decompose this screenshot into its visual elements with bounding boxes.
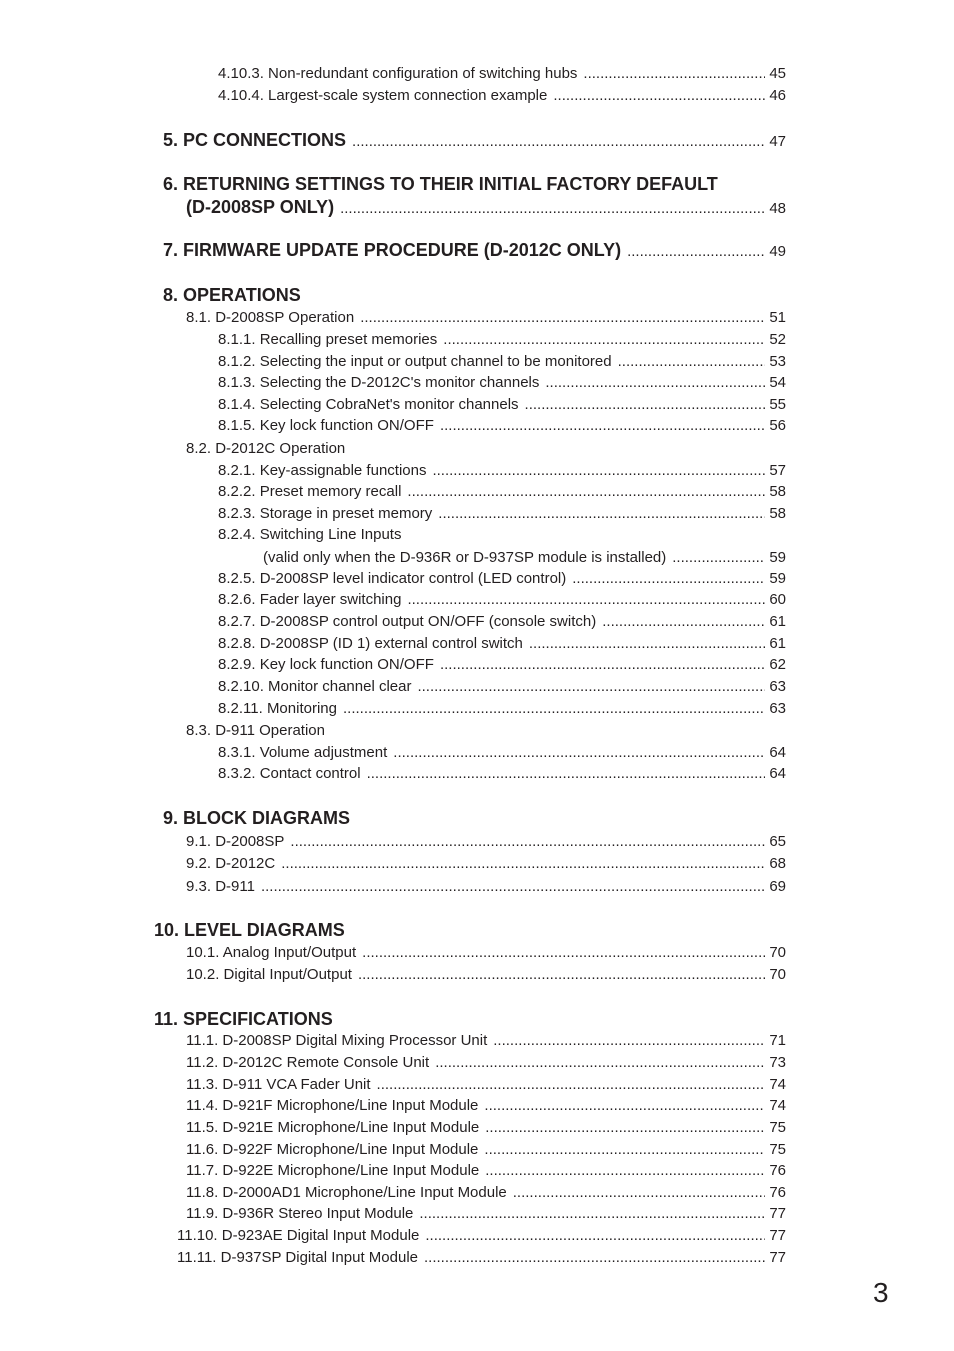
entry-title: D-2008SP — [215, 833, 285, 850]
leader-dots — [340, 198, 765, 220]
toc-entry-continued[interactable] — [263, 549, 786, 567]
entry-page: 65 — [769, 833, 786, 850]
toc-entry[interactable] — [186, 1032, 786, 1050]
entry-number: 8.1.2. — [218, 353, 256, 370]
toc-entry[interactable] — [218, 505, 786, 523]
entry-number: 8. — [163, 285, 179, 305]
toc-entry[interactable] — [218, 656, 786, 674]
entry-title: RETURNING SETTINGS TO THEIR INITIAL FACTORY DEFAULT — [183, 174, 718, 194]
entry-number: 8.1.4. — [218, 396, 256, 413]
toc-entry[interactable] — [186, 944, 786, 962]
leader-dots — [358, 966, 765, 984]
toc-entry[interactable] — [218, 331, 786, 349]
entry-number: 8.2.11. — [218, 700, 263, 717]
entry-title: Preset memory recall — [259, 483, 402, 500]
entry-number: 8.2.5. — [218, 570, 256, 587]
entry-page: 62 — [769, 656, 786, 673]
entry-page: 77 — [769, 1205, 786, 1222]
entry-title: D-936R Stereo Input Module — [222, 1205, 414, 1222]
entry-page: 57 — [769, 462, 786, 479]
entry-page: 49 — [769, 243, 786, 260]
entry-number: 4.10.4. — [218, 87, 264, 104]
leader-dots — [435, 1054, 765, 1072]
toc-entry[interactable] — [218, 483, 786, 501]
toc-entry[interactable] — [218, 374, 786, 392]
toc-entry[interactable] — [186, 833, 786, 851]
entry-title: D-922E Microphone/Line Input Module — [222, 1162, 480, 1179]
entry-number: 10.2. — [186, 966, 220, 983]
entry-title: Monitoring — [266, 700, 337, 717]
leader-dots — [432, 462, 765, 480]
entry-page: 69 — [769, 878, 786, 895]
entry-title: D-911 VCA Fader Unit — [222, 1076, 371, 1093]
entry-title: FIRMWARE UPDATE PROCEDURE (D-2012C ONLY) — [183, 240, 622, 260]
entry-number: 8.2.10. — [218, 678, 264, 695]
entry-number: 9. — [163, 808, 179, 828]
entry-title: Contact control — [259, 765, 361, 782]
toc-entry[interactable] — [218, 353, 786, 371]
entry-number: 6. — [163, 174, 179, 194]
toc-entry[interactable] — [186, 1119, 786, 1137]
entry-page: 53 — [769, 353, 786, 370]
toc-entry[interactable] — [186, 1205, 786, 1223]
entry-number: 8.2.6. — [218, 591, 256, 608]
leader-dots — [362, 944, 765, 962]
entry-number: 9.1. — [186, 833, 212, 850]
entry-number: 11. — [154, 1009, 179, 1029]
leader-dots — [618, 353, 766, 371]
toc-entry[interactable] — [218, 635, 786, 653]
leader-dots — [424, 1249, 765, 1267]
leader-dots — [485, 1162, 765, 1180]
entry-page: 45 — [769, 65, 786, 82]
entry-number: 8.1.3. — [218, 374, 256, 391]
entry-page: 70 — [769, 944, 786, 961]
entry-number: 11.3. — [186, 1076, 219, 1093]
leader-dots — [393, 744, 765, 762]
entry-page: 58 — [769, 505, 786, 522]
leader-dots — [419, 1205, 765, 1223]
toc-entry[interactable] — [186, 309, 786, 327]
entry-title: D-2000AD1 Microphone/Line Input Module — [222, 1184, 507, 1201]
entry-page: 47 — [769, 133, 786, 150]
entry-title: PC CONNECTIONS — [183, 130, 347, 150]
entry-number: 11.4. — [186, 1097, 219, 1114]
toc-chapter[interactable] — [163, 129, 786, 153]
entry-number: 8.1.1. — [218, 331, 256, 348]
entry-page: 52 — [769, 331, 786, 348]
toc-entry[interactable] — [218, 65, 786, 83]
leader-dots — [493, 1032, 765, 1050]
leader-dots — [485, 1119, 765, 1137]
toc-entry[interactable] — [186, 1097, 786, 1115]
toc-chapter[interactable] — [154, 919, 786, 941]
entry-number: 8.2.3. — [218, 505, 256, 522]
toc-entry[interactable] — [218, 570, 786, 588]
entry-number: 11.6. — [186, 1141, 219, 1158]
leader-dots — [583, 65, 765, 83]
leader-dots — [343, 700, 765, 718]
leader-dots — [440, 417, 765, 435]
entry-title: (D-2008SP ONLY) — [186, 197, 335, 217]
leader-dots — [602, 613, 765, 631]
entry-number: 8.2.9. — [218, 656, 256, 673]
entry-title: LEVEL DIAGRAMS — [184, 920, 345, 940]
toc-entry[interactable] — [186, 1162, 786, 1180]
entry-title: D-2008SP control output ON/OFF (console switch) — [259, 613, 597, 630]
entry-title: D-2008SP Operation — [215, 309, 355, 326]
entry-number: 11.7. — [186, 1162, 219, 1179]
entry-number: 9.3. — [186, 878, 212, 895]
entry-title: D-923AE Digital Input Module — [221, 1227, 420, 1244]
toc-entry[interactable] — [177, 1227, 786, 1245]
entry-title: BLOCK DIAGRAMS — [183, 808, 351, 828]
entry-title: Selecting the D-2012C's monitor channels — [259, 374, 540, 391]
entry-title: Selecting the input or output channel to be monitored — [259, 353, 612, 370]
entry-title: (valid only when the D-936R or D-937SP module is installed) — [263, 549, 667, 566]
entry-title: D-2008SP Digital Mixing Processor Unit — [222, 1032, 488, 1049]
leader-dots — [425, 1227, 765, 1245]
toc-entry[interactable] — [218, 526, 786, 544]
entry-title: D-2008SP (ID 1) external control switch — [259, 635, 523, 652]
toc-entry[interactable] — [186, 1054, 786, 1072]
entry-number: 11.2. — [186, 1054, 219, 1071]
entry-page: 77 — [769, 1227, 786, 1244]
leader-dots — [367, 765, 766, 783]
toc-entry[interactable] — [218, 87, 786, 105]
toc-entry[interactable] — [218, 613, 786, 631]
entry-title: D-911 Operation — [215, 722, 325, 739]
entry-number: 8.2. — [186, 440, 212, 457]
toc-entry[interactable] — [218, 700, 786, 718]
entry-page: 77 — [769, 1249, 786, 1266]
entry-title: D-2008SP level indicator control (LED control) — [259, 570, 567, 587]
entry-page: 74 — [769, 1076, 786, 1093]
leader-dots — [672, 549, 765, 567]
toc-chapter-continued[interactable] — [186, 196, 786, 220]
entry-page: 61 — [769, 635, 786, 652]
entry-title: Digital Input/Output — [223, 966, 352, 983]
entry-title: D-911 — [215, 878, 255, 895]
entry-number: 10. — [154, 920, 180, 940]
entry-page: 70 — [769, 966, 786, 983]
entry-page: 48 — [769, 200, 786, 217]
entry-title: Key lock function ON/OFF — [259, 656, 434, 673]
entry-title: D-921F Microphone/Line Input Module — [222, 1097, 479, 1114]
entry-title: Non-redundant configuration of switching hubs — [268, 65, 578, 82]
toc-entry[interactable] — [218, 678, 786, 696]
leader-dots — [572, 570, 765, 588]
leader-dots — [529, 635, 765, 653]
entry-page: 61 — [769, 613, 786, 630]
leader-dots — [440, 656, 765, 674]
entry-page: 58 — [769, 483, 786, 500]
entry-title: Volume adjustment — [259, 744, 388, 761]
toc-entry[interactable] — [177, 1249, 786, 1267]
toc-chapter[interactable] — [163, 173, 786, 195]
leader-dots — [281, 855, 765, 873]
toc-entry[interactable] — [218, 765, 786, 783]
entry-page: 54 — [769, 374, 786, 391]
leader-dots — [553, 87, 765, 105]
leader-dots — [352, 131, 765, 153]
entry-page: 74 — [769, 1097, 786, 1114]
entry-number: 8.2.7. — [218, 613, 256, 630]
entry-number: 8.3.1. — [218, 744, 256, 761]
leader-dots — [407, 483, 765, 501]
leader-dots — [417, 678, 765, 696]
entry-title: Largest-scale system connection example — [268, 87, 548, 104]
entry-page: 63 — [769, 678, 786, 695]
entry-title: Key-assignable functions — [259, 462, 427, 479]
entry-page: 46 — [769, 87, 786, 104]
entry-title: Analog Input/Output — [222, 944, 357, 961]
leader-dots — [261, 878, 765, 896]
entry-title: D-2012C Operation — [215, 440, 346, 457]
entry-number: 8.2.2. — [218, 483, 256, 500]
entry-page: 56 — [769, 417, 786, 434]
toc-entry[interactable] — [186, 440, 786, 458]
toc-chapter[interactable] — [163, 239, 786, 263]
entry-number: 11.8. — [186, 1184, 219, 1201]
entry-number: 8.2.4. — [218, 526, 256, 543]
leader-dots — [438, 505, 765, 523]
toc-entry[interactable] — [186, 1184, 786, 1202]
entry-number: 8.1.5. — [218, 417, 256, 434]
entry-number: 8.1. — [186, 309, 212, 326]
toc-entry[interactable] — [186, 855, 786, 873]
entry-title: D-2012C Remote Console Unit — [222, 1054, 430, 1071]
entry-number: 11.9. — [186, 1205, 219, 1222]
entry-page: 75 — [769, 1141, 786, 1158]
entry-title: Switching Line Inputs — [259, 526, 402, 543]
toc-entry[interactable] — [186, 966, 786, 984]
entry-title: D-921E Microphone/Line Input Module — [222, 1119, 480, 1136]
leader-dots — [627, 241, 765, 263]
entry-page: 73 — [769, 1054, 786, 1071]
entry-number: 11.1. — [186, 1032, 219, 1049]
toc-chapter[interactable] — [154, 1008, 786, 1030]
entry-title: Recalling preset memories — [259, 331, 438, 348]
entry-number: 10.1. — [186, 944, 220, 961]
entry-page: 59 — [769, 570, 786, 587]
entry-number: 11.5. — [186, 1119, 219, 1136]
entry-number: 8.2.8. — [218, 635, 256, 652]
leader-dots — [484, 1097, 765, 1115]
entry-number: 11.10. — [177, 1227, 218, 1244]
leader-dots — [377, 1076, 766, 1094]
entry-title: Monitor channel clear — [268, 678, 412, 695]
toc-entry[interactable] — [218, 591, 786, 609]
toc-chapter[interactable] — [163, 284, 786, 306]
toc-entry[interactable] — [218, 462, 786, 480]
entry-page: 63 — [769, 700, 786, 717]
entry-number: 8.2.1. — [218, 462, 256, 479]
toc-entry[interactable] — [186, 1141, 786, 1159]
entry-number: 11.11. — [177, 1249, 217, 1266]
entry-page: 59 — [769, 549, 786, 566]
toc-entry[interactable] — [186, 1076, 786, 1094]
page-number: 3 — [873, 1277, 889, 1308]
entry-number: 8.3.2. — [218, 765, 256, 782]
toc-entry[interactable] — [218, 744, 786, 762]
leader-dots — [545, 374, 765, 392]
entry-page: 51 — [769, 309, 786, 326]
entry-page: 64 — [769, 744, 786, 761]
entry-title: OPERATIONS — [183, 285, 301, 305]
entry-title: Key lock function ON/OFF — [259, 417, 434, 434]
leader-dots — [443, 331, 765, 349]
toc-chapter[interactable] — [163, 807, 786, 829]
entry-page: 76 — [769, 1184, 786, 1201]
toc-entry[interactable] — [186, 722, 786, 740]
entry-page: 64 — [769, 765, 786, 782]
leader-dots — [484, 1141, 765, 1159]
entry-title: Selecting CobraNet's monitor channels — [259, 396, 519, 413]
leader-dots — [407, 591, 765, 609]
toc-entry[interactable] — [218, 417, 786, 435]
entry-number: 4.10.3. — [218, 65, 264, 82]
entry-page: 55 — [769, 396, 786, 413]
entry-title: SPECIFICATIONS — [183, 1009, 333, 1029]
entry-page: 68 — [769, 855, 786, 872]
leader-dots — [513, 1184, 766, 1202]
entry-page: 76 — [769, 1162, 786, 1179]
entry-title: D-922F Microphone/Line Input Module — [222, 1141, 479, 1158]
entry-number: 7. — [163, 240, 179, 260]
entry-number: 8.3. — [186, 722, 212, 739]
leader-dots — [360, 309, 765, 327]
entry-title: Fader layer switching — [259, 591, 402, 608]
entry-title: Storage in preset memory — [259, 505, 433, 522]
entry-page: 75 — [769, 1119, 786, 1136]
leader-dots — [290, 833, 765, 851]
toc-entry[interactable] — [186, 878, 786, 896]
toc-entry[interactable] — [218, 396, 786, 414]
leader-dots — [525, 396, 766, 414]
entry-page: 60 — [769, 591, 786, 608]
entry-page: 71 — [769, 1032, 786, 1049]
entry-title: D-2012C — [215, 855, 276, 872]
entry-number: 9.2. — [186, 855, 212, 872]
entry-number: 5. — [163, 130, 179, 150]
entry-title: D-937SP Digital Input Module — [220, 1249, 418, 1266]
